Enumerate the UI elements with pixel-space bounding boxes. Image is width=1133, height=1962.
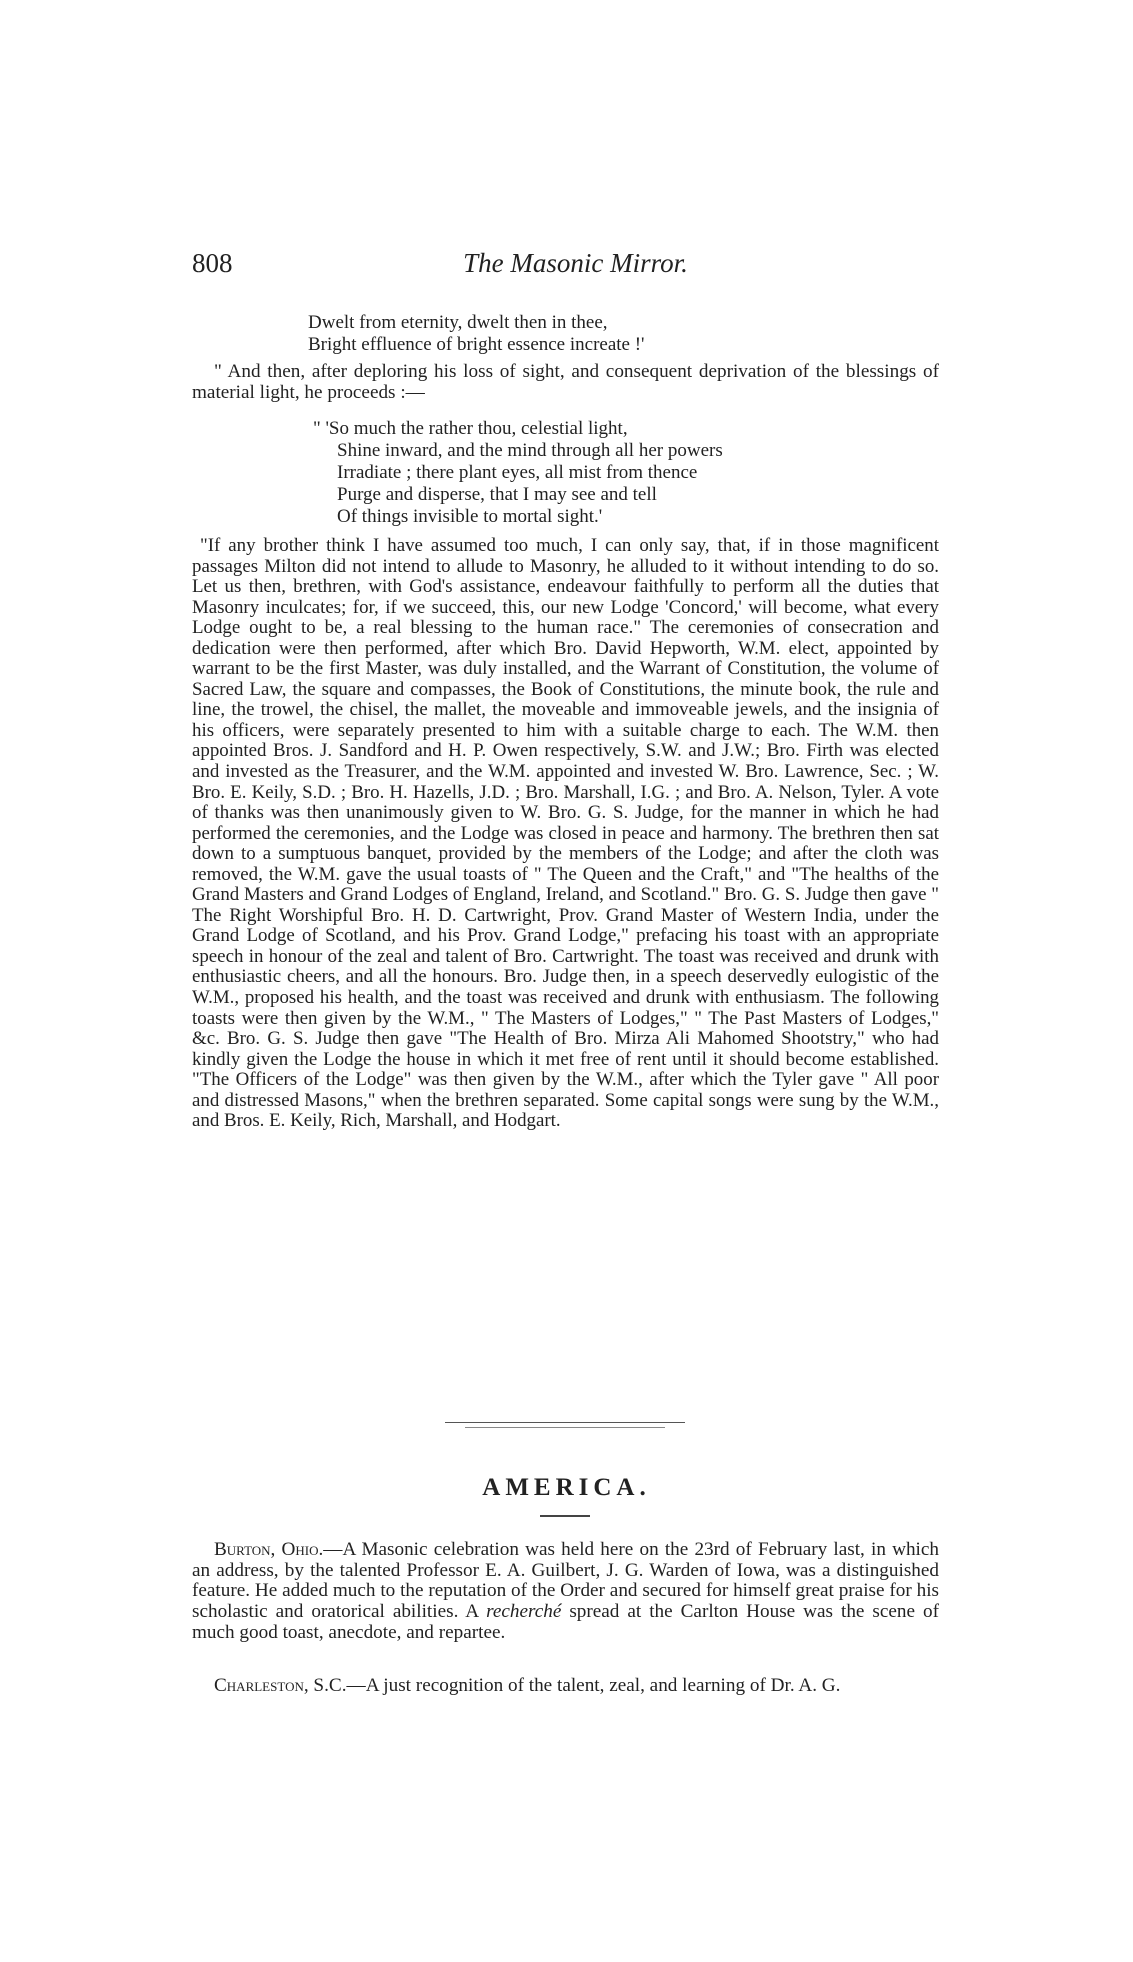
paragraph-main — [192, 536, 939, 1132]
paragraph — [192, 1540, 939, 1644]
section-heading: AMERICA. — [482, 1474, 651, 1501]
paragraph: "If any brother think I have assumed too much, I can only say, that, if in those magnificent passages Milton did not intend to allude to Masonry, he alluded to it without intending to do so. Let us then, brethren, with God's assistance, endeavour faithfully to perform all the duties that Masonry inculcates; for, if we succeed, this, our new Lodge 'Concord,' will become, what every Lodge ought to be, a real blessing to the human race." The ceremonies of consecration and dedication were then performed, after which Bro. David Hepworth, W.M. elect, appointed by warrant to be the first Master, was duly installed, and the Warrant of Constitution, the volume of Sacred Law, the square and compasses, the Book of Constitutions, the minute book, the rule and line, the trowel, the chisel, the mallet, the moveable and immoveable jewels, and the insignia of his officers, were separately presented to him with a suitable charge to each. The W.M. then appointed Bros. J. Sandford and H. P. Owen respectively, S.W. and J.W.; Bro. Firth was elected and invested as the Treasurer, and the W.M. appointed and invested W. Bro. Lawrence, Sec. ; W. Bro. E. Keily, S.D. ; Bro. H. Hazells, J.D. ; Bro. Marshall, I.G. ; and Bro. A. Nelson, Tyler. A vote of thanks was then unanimously given to W. Bro. G. S. Judge, for the manner in which he had performed the ceremonies, and the Lodge was closed in peace and harmony. The brethren then sat down to a sumptuous banquet, provided by the members of the Lodge; and after the cloth was removed, the W.M. gave the usual toasts of " The Queen and the Craft," and "The healths of the Grand Masters and Grand Lodges of England, Ireland, and Scotland." Bro. G. S. Judge then gave " The Right Worshipful Bro. H. D. Cartwright, Prov. Grand Master of Western India, under the Grand Lodge of Scotland, and his Prov. Grand Lodge," prefacing his toast with an appropriate speech in honour of the zeal and talent of Bro. Cartwright. The toast was received and drunk with enthusiastic cheers, and all the honours. Bro. Judge then, in a speech deservedly eulogistic of the W.M., proposed his health, and the toast was received and drunk with enthusiasm. The following toasts were then given by the W.M., " The Masters of Lodges," " The Past Masters of Lodges," &c. Bro. G. S. Judge then gave "The Health of Bro. Mirza Ali Mahomed Shootstry," who had kindly given the Lodge the house in which it met free of rent until it should become established. "The Officers of the Lodge" was then given by the W.M., after which the Tyler gave " All poor and distressed Masons," when the brethren separated. Some capital songs were sung by the W.M., and Bros. E. Keily, Rich, Marshall, and Hodgart. — [192, 535, 939, 1132]
italic-word: recherché — [486, 1601, 562, 1623]
running-title: The Masonic Mirror. — [463, 248, 688, 278]
verse-quote-2 — [313, 418, 723, 528]
verse-line: Dwelt from eternity, dwelt then in thee, — [308, 312, 608, 333]
page-header — [192, 248, 939, 288]
verse-line: Irradiate ; there plant eyes, all mist from thence — [337, 462, 698, 483]
place-name: Charleston, S.C. — [214, 1675, 347, 1696]
section-divider — [445, 1422, 685, 1423]
paragraph — [192, 1676, 939, 1697]
verse-line: Bright effluence of bright essence increate !' — [308, 334, 645, 355]
paragraph-burton — [192, 1540, 939, 1644]
heading-underline — [540, 1515, 590, 1517]
paragraph-intro — [192, 362, 939, 403]
paragraph-charleston — [192, 1676, 939, 1697]
page-number: 808 — [192, 248, 233, 278]
paragraph-text: —A Masonic celebration was held here on the 23rd of February last, in which an address, by the talented Professor E. A. Guilbert, J. G. Warden of Iowa, was a distinguished feature. He added much to the reputation of the Order and secured for himself great praise for his scholastic and oratorical abilities. A — [192, 1539, 939, 1623]
place-name: Burton, Ohio. — [214, 1539, 324, 1560]
verse-quote-1 — [308, 312, 644, 356]
paragraph: " And then, after deploring his loss of sight, and consequent deprivation of the blessings of material light, he proceeds :— — [192, 361, 939, 403]
verse-line: Purge and disperse, that I may see and tell — [337, 484, 657, 505]
paragraph-text: —A just recognition of the talent, zeal, and learning of Dr. A. G. — [346, 1675, 841, 1696]
paragraph-text: spread at the Carlton House was the scene of much good toast, anecdote, and repartee. — [192, 1601, 939, 1643]
verse-line: " 'So much the rather thou, celestial light, — [313, 418, 628, 439]
verse-line: Shine inward, and the mind through all her powers — [337, 440, 723, 461]
verse-line: Of things invisible to mortal sight.' — [337, 506, 603, 527]
